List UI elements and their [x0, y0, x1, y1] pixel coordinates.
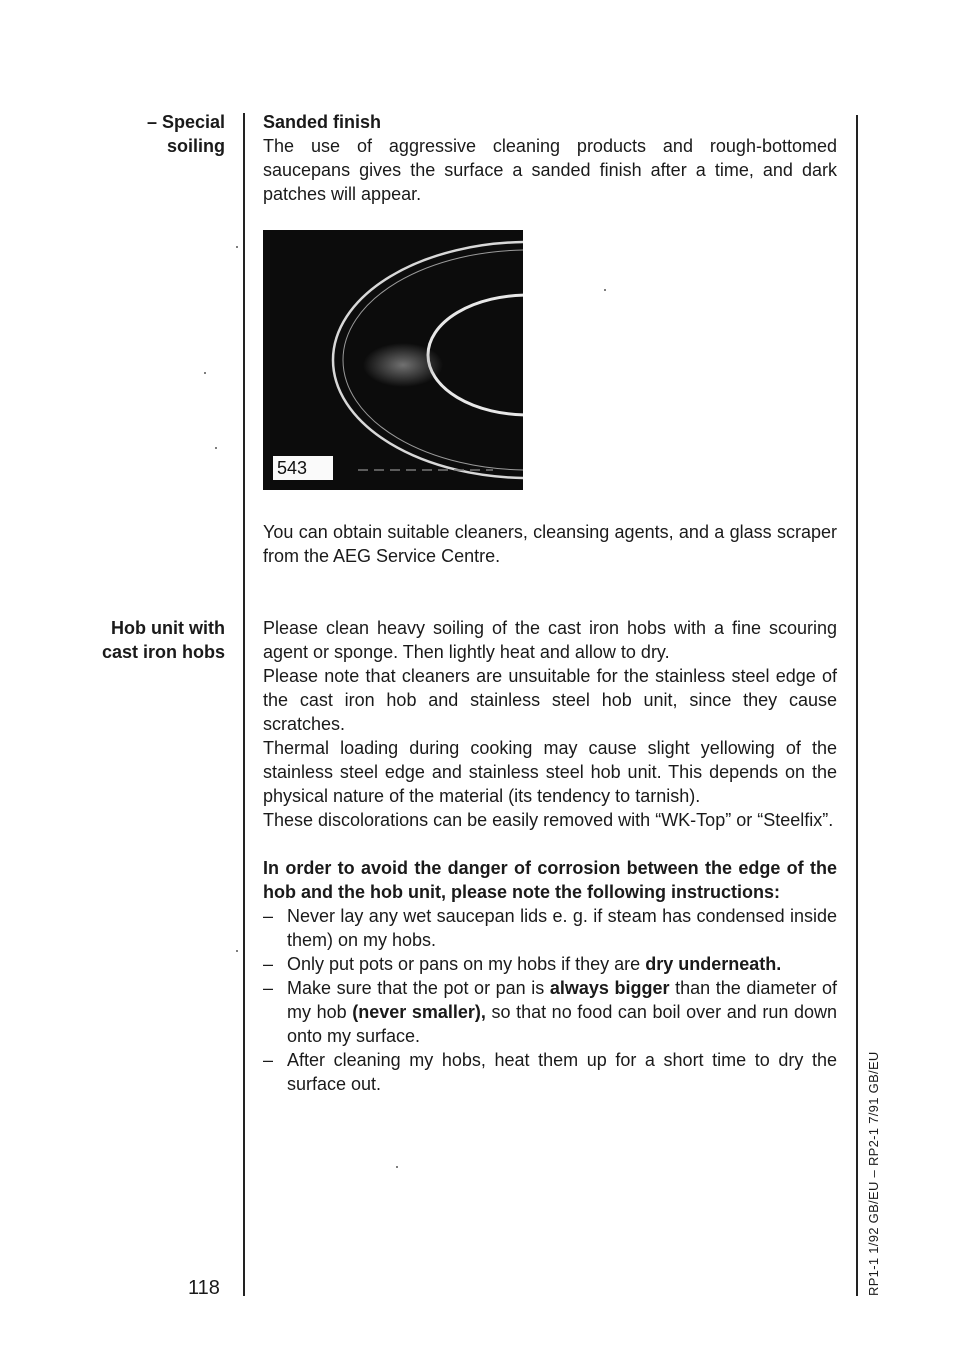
print-speck	[204, 372, 206, 374]
section-special-soiling	[263, 110, 837, 206]
page-number: 118	[188, 1277, 220, 1299]
item-text: Only put pots or pans on my hobs if they are	[287, 954, 646, 974]
figure-label: 543	[273, 456, 333, 480]
paragraph: These discolorations can be easily removed with “WK-Top” or “Steelfix”.	[263, 810, 834, 830]
subheading-sanded-finish: Sanded finish	[263, 112, 382, 132]
print-speck	[396, 1166, 398, 1168]
dash-marker: –	[263, 978, 274, 998]
hob-illustration	[263, 230, 523, 490]
list-item	[263, 976, 837, 1048]
item-text: so that no food can boil over and run down onto my surface.	[287, 1002, 837, 1046]
item-emphasis: always bigger	[549, 978, 670, 998]
list-item	[263, 1048, 837, 1096]
section-heading-cast-iron-hobs	[102, 616, 225, 664]
item-text: Make sure that the pot or pan is	[287, 978, 550, 998]
paragraph: The use of aggressive cleaning products and rough-bottomed saucepans gives the surface a sanded finish after a time, and dark patches will appear.	[263, 136, 837, 204]
paragraph: Please clean heavy soiling of the cast iron hobs with a fine scouring agent or sponge. Then lightly heat and allow to dry.	[263, 618, 837, 662]
item-text: After cleaning my hobs, heat them up for a short time to dry the surface out.	[287, 1050, 837, 1094]
service-centre-note	[263, 520, 837, 568]
paragraph: Thermal loading during cooking may cause slight yellowing of the stainless steel edge and stainless steel hob unit. This depends on the physical nature of the material (its tendency to tarnish).	[263, 738, 837, 806]
left-rule	[243, 113, 245, 1296]
item-text: Never lay any wet saucepan lids e. g. if steam has condensed inside them) on my hobs.	[287, 906, 837, 950]
figure-sanded-hob-photo	[263, 230, 523, 490]
document-code: RP1-1 1/92 GB/EU – RP2-1 7/91 GB/EU	[866, 1051, 881, 1296]
corrosion-warning: In order to avoid the danger of corrosion between the edge of the hob and the hob unit, please note the following instructions:	[263, 858, 837, 902]
item-emphasis: dry underneath.	[645, 954, 782, 974]
heading-line: soiling	[167, 136, 225, 156]
dash-marker: –	[263, 906, 274, 926]
list-item	[263, 952, 837, 976]
instruction-list	[263, 904, 837, 1096]
section-cast-iron-hobs	[263, 616, 837, 1096]
dash-marker: –	[263, 954, 274, 974]
dash-marker: –	[263, 1050, 274, 1070]
paragraph: You can obtain suitable cleaners, cleansing agents, and a glass scraper from the AEG Service Centre.	[263, 522, 837, 566]
section-heading-special-soiling	[147, 110, 225, 158]
print-speck	[604, 289, 606, 291]
heading-line: Hob unit with	[111, 618, 225, 638]
paragraph: Please note that cleaners are unsuitable for the stainless steel edge of the cast iron hob and stainless steel hob unit, since they cause scratches.	[263, 666, 837, 734]
print-speck	[236, 950, 238, 952]
item-emphasis: (never smaller),	[352, 1002, 486, 1022]
item-text: than the diameter of my hob	[287, 978, 837, 1022]
print-speck	[236, 246, 238, 248]
list-item	[263, 904, 837, 952]
heading-line: – Special	[146, 112, 225, 132]
heading-line: cast iron hobs	[101, 642, 225, 662]
right-rule	[856, 115, 858, 1296]
print-speck	[215, 447, 217, 449]
